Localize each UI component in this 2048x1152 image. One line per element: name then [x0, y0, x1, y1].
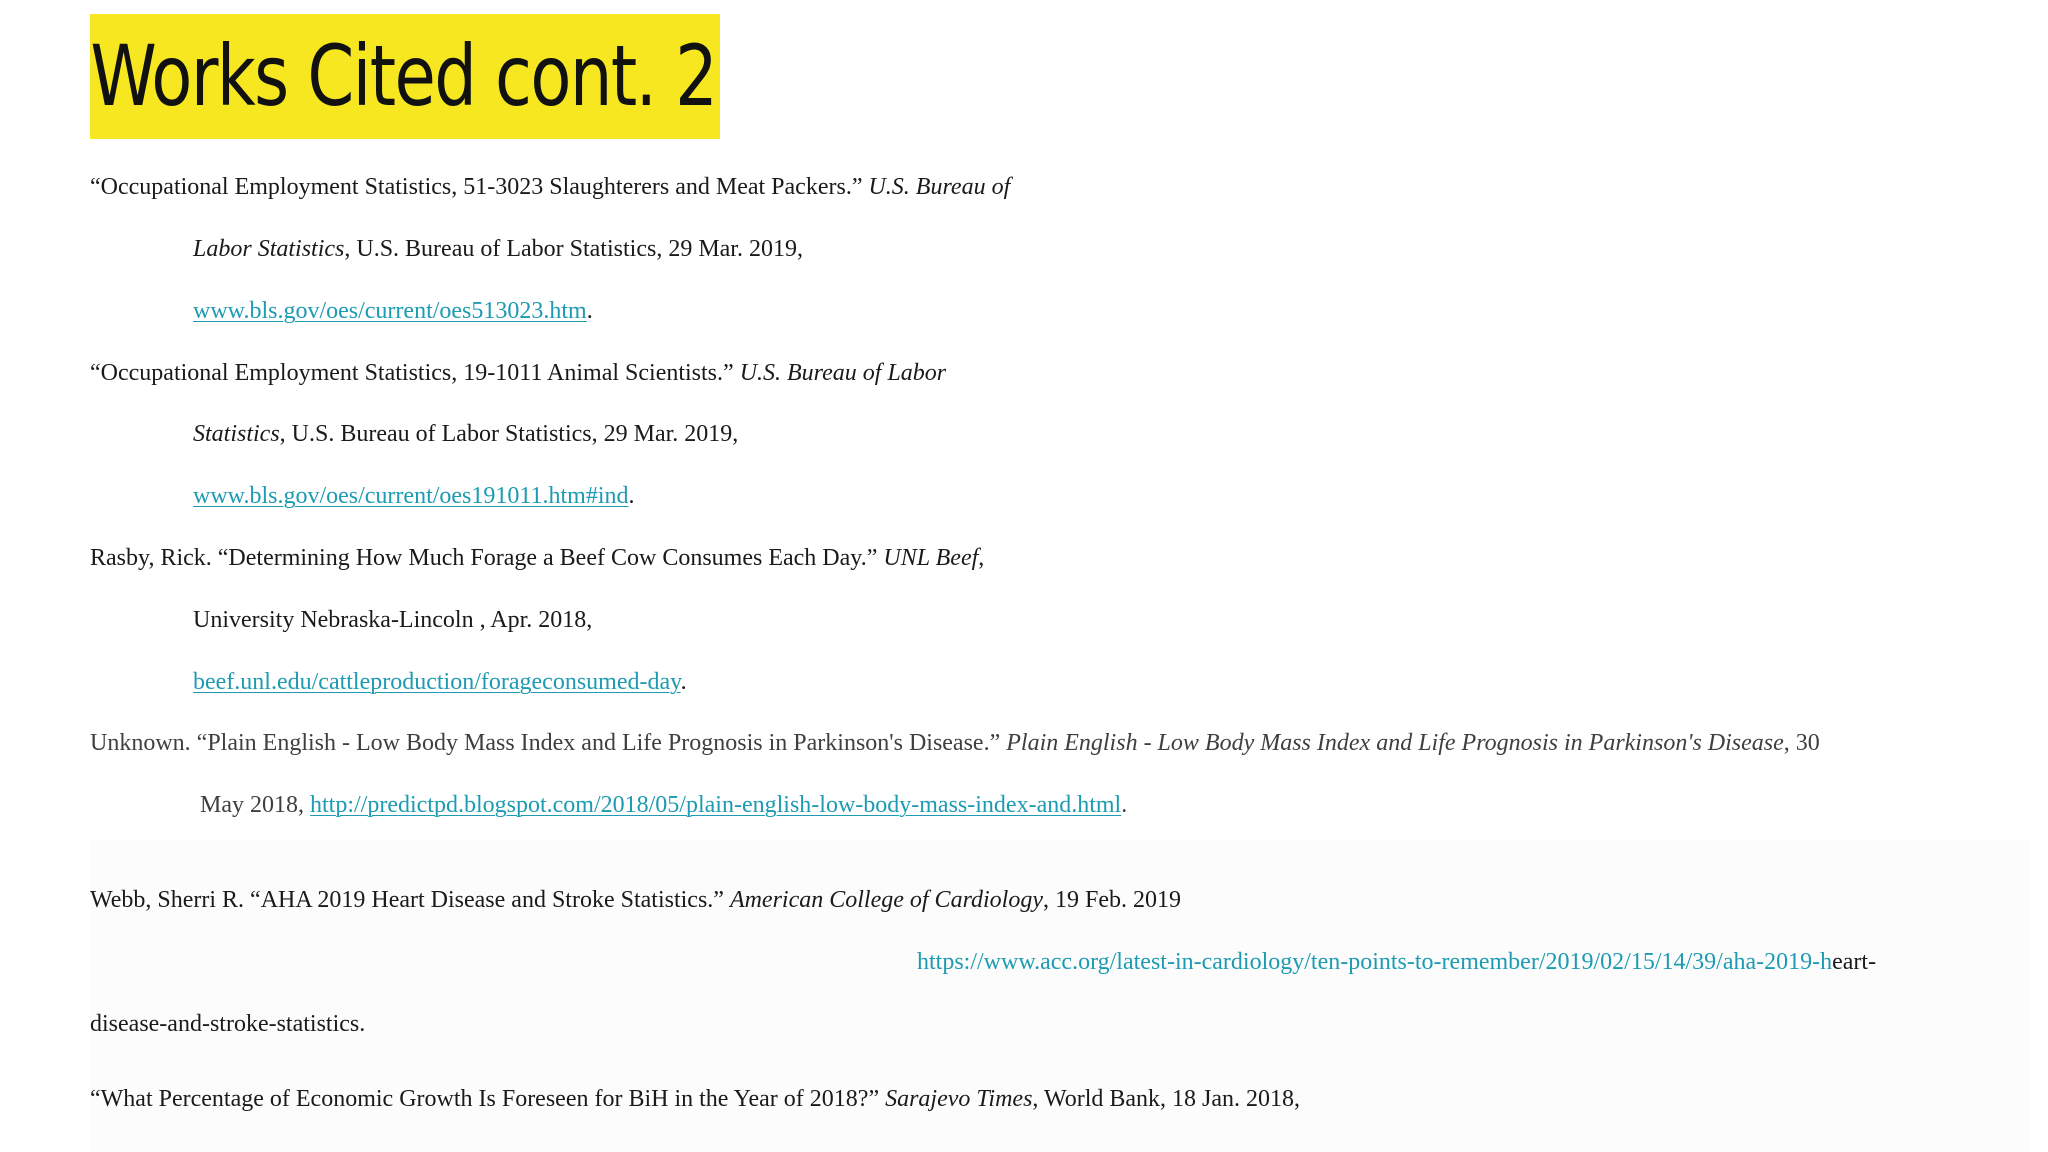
citation-line: “What Percentage of Economic Growth Is Foreseen for BiH in the Year of 2018?” Sarajevo Times, World Bank, 18 Jan. 2018,: [90, 1086, 1301, 1112]
citation-link[interactable]: https://www.acc.org/latest-in-cardiology/ten-points-to-remember/2019/02/15/14/39/aha-2019-h: [917, 949, 1833, 975]
citation-line: University Nebraska-Lincoln , Apr. 2018,: [193, 607, 593, 633]
page-title: Works Cited cont. 2: [90, 27, 717, 125]
citation-link[interactable]: www.bls.gov/oes/current/oes191011.htm#ind: [193, 483, 629, 509]
citation-line: “Occupational Employment Statistics, 51-3023 Slaughterers and Meat Packers.” U.S. Bureau of: [90, 174, 1011, 200]
citation-line: https://www.acc.org/latest-in-cardiology/ten-points-to-remember/2019/02/15/14/39/aha-2019-heart-: [917, 949, 1877, 975]
citation-line: Unknown. “Plain English - Low Body Mass Index and Life Prognosis in Parkinson's Disease.” Plain English - Low Body Mass Index and Life Prognosis in Parkinson's Disease, 30: [90, 730, 1820, 756]
citation-line: “Occupational Employment Statistics, 19-1011 Animal Scientists.” U.S. Bureau of Labor: [90, 360, 947, 386]
citation-line: beef.unl.edu/cattleproduction/forageconsumed-day.: [193, 669, 687, 695]
title-highlight-box: [90, 14, 720, 139]
citation-line: May 2018, http://predictpd.blogspot.com/2018/05/plain-english-low-body-mass-index-and.html.: [200, 792, 1128, 818]
citation-line: disease-and-stroke-statistics.: [90, 1011, 366, 1037]
citation-line: www.bls.gov/oes/current/oes191011.htm#ind.: [193, 483, 635, 509]
citation-line: Labor Statistics, U.S. Bureau of Labor Statistics, 29 Mar. 2019,: [193, 236, 803, 262]
citation-line: Rasby, Rick. “Determining How Much Forage a Beef Cow Consumes Each Day.” UNL Beef,: [90, 545, 985, 571]
citation-line: Webb, Sherri R. “AHA 2019 Heart Disease and Stroke Statistics.” American College of Cardiology, 19 Feb. 2019: [90, 887, 1182, 913]
citation-link[interactable]: beef.unl.edu/cattleproduction/forageconsumed-day: [193, 669, 681, 695]
citation-link[interactable]: www.bls.gov/oes/current/oes513023.htm: [193, 298, 587, 324]
citation-line: www.bls.gov/oes/current/oes513023.htm.: [193, 298, 593, 324]
citation-link[interactable]: http://predictpd.blogspot.com/2018/05/plain-english-low-body-mass-index-and.html: [310, 792, 1122, 818]
citation-line: Statistics, U.S. Bureau of Labor Statistics, 29 Mar. 2019,: [193, 421, 739, 447]
